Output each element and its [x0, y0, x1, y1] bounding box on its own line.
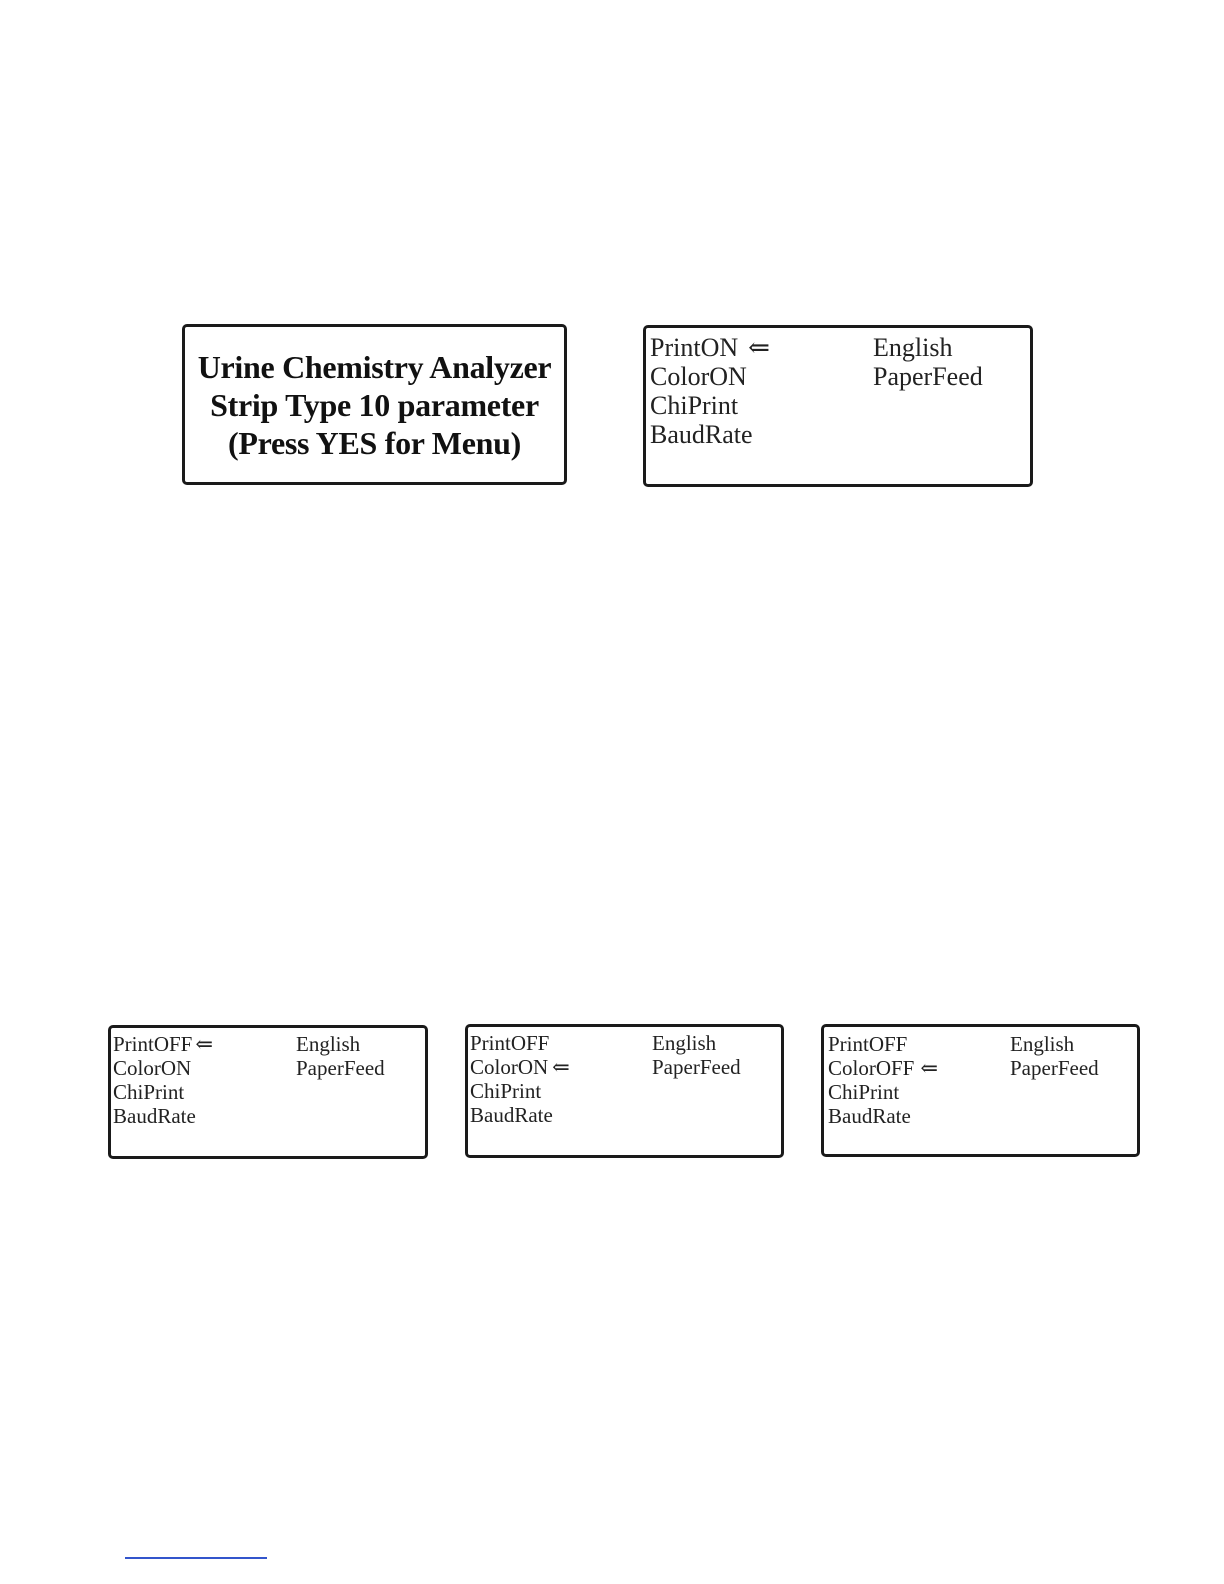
menu-item-color: [650, 362, 747, 391]
title-screen-text: [185, 327, 564, 482]
selection-arrow-icon: ⇐: [552, 1055, 570, 1079]
selection-arrow-icon: ⇐: [195, 1032, 213, 1056]
menu-item-label: BaudRate: [113, 1104, 196, 1128]
menu-item-english: [1010, 1032, 1074, 1056]
menu-item-label: ColorON: [650, 362, 747, 391]
menu-item-chiprint: [470, 1079, 541, 1103]
menu-item-color: [828, 1056, 938, 1080]
menu-item-chiprint: [113, 1080, 184, 1104]
menu-item-color: [470, 1055, 570, 1079]
menu-item-print: [470, 1031, 549, 1055]
menu-item-label: PrintOFF: [113, 1032, 193, 1056]
title-line-3: (Press YES for Menu): [228, 424, 521, 461]
menu-item-label: ChiPrint: [113, 1080, 185, 1104]
menu-item-label: English: [873, 333, 953, 362]
menu-item-label: ChiPrint: [650, 391, 739, 420]
menu-item-label: PrintOFF: [828, 1032, 908, 1056]
menu-screen-print-off: [108, 1025, 428, 1159]
menu-screen: [643, 325, 1033, 487]
menu-item-label: PrintON: [650, 333, 739, 362]
menu-item-paperfeed: [1010, 1056, 1099, 1080]
menu-item-label: ChiPrint: [470, 1079, 542, 1103]
menu-item-english: [296, 1032, 360, 1056]
menu-item-english: [652, 1031, 716, 1055]
menu-item-chiprint: [828, 1080, 899, 1104]
menu-item-color: [113, 1056, 191, 1080]
menu-item-baudrate: [650, 420, 753, 449]
menu-item-paperfeed: [873, 362, 983, 391]
menu-item-english: [873, 333, 952, 362]
menu-item-label: PaperFeed: [873, 362, 983, 391]
menu-item-label: ColorOFF: [828, 1056, 915, 1080]
menu-screen-color-off: [821, 1024, 1140, 1157]
menu-item-chiprint: [650, 391, 738, 420]
menu-item-baudrate: [470, 1103, 553, 1127]
menu-item-label: English: [1010, 1032, 1075, 1056]
title-line-1: Urine Chemistry Analyzer: [197, 348, 552, 385]
menu-item-label: BaudRate: [470, 1103, 553, 1127]
selection-arrow-icon: ⇐: [920, 1056, 938, 1080]
menu-item-label: BaudRate: [650, 420, 753, 449]
menu-item-label: ColorON: [470, 1055, 549, 1079]
menu-item-label: English: [296, 1032, 361, 1056]
menu-item-label: ColorON: [113, 1056, 192, 1080]
menu-item-paperfeed: [296, 1056, 385, 1080]
menu-item-label: English: [652, 1031, 717, 1055]
menu-item-baudrate: [113, 1104, 196, 1128]
menu-item-label: PaperFeed: [296, 1056, 385, 1080]
menu-item-print: [650, 333, 770, 362]
title-screen: [182, 324, 567, 485]
menu-screen-color-on: [465, 1024, 784, 1158]
menu-item-label: BaudRate: [828, 1104, 911, 1128]
footnote-separator: [125, 1557, 267, 1559]
title-line-2: Strip Type 10 parameter: [210, 386, 539, 423]
menu-item-paperfeed: [652, 1055, 741, 1079]
menu-item-label: PaperFeed: [1010, 1056, 1099, 1080]
selection-arrow-icon: ⇐: [748, 333, 770, 362]
menu-item-label: PaperFeed: [652, 1055, 741, 1079]
menu-item-label: ChiPrint: [828, 1080, 900, 1104]
menu-item-print: [828, 1032, 907, 1056]
menu-item-label: PrintOFF: [470, 1031, 550, 1055]
menu-item-baudrate: [828, 1104, 911, 1128]
menu-item-print: [113, 1032, 213, 1056]
